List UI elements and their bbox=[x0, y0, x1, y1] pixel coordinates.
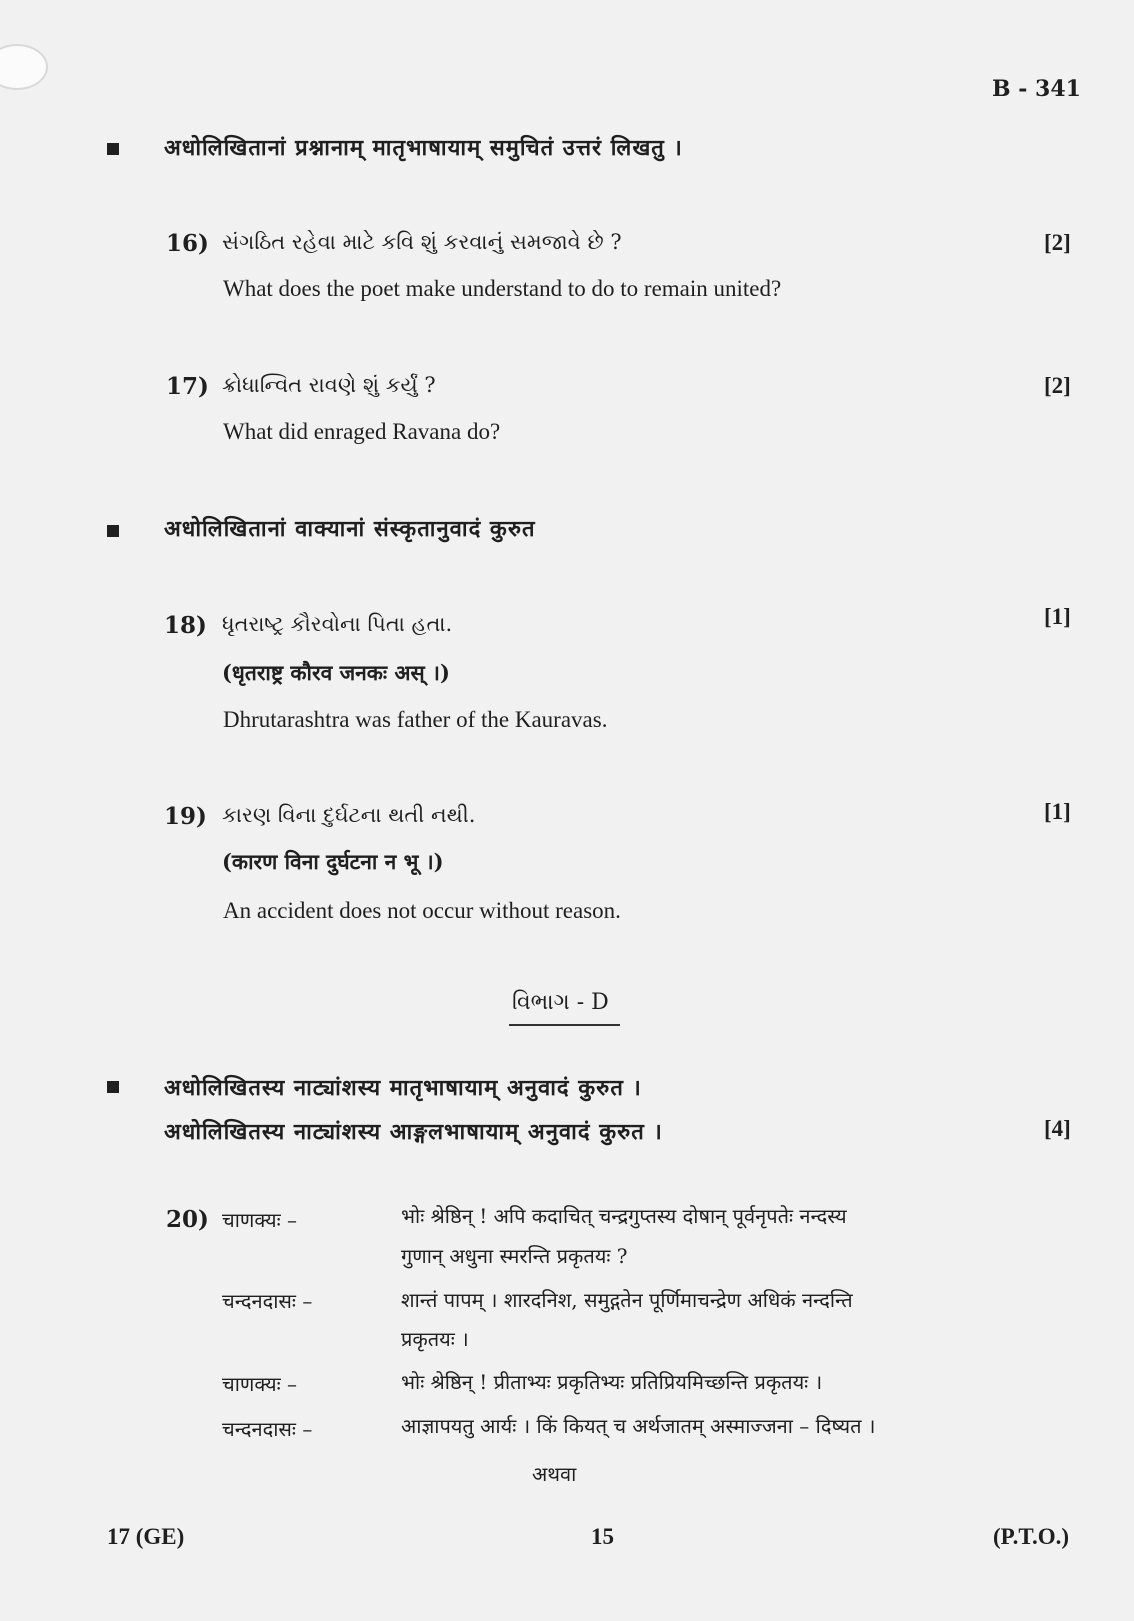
binder-hole-mark bbox=[0, 44, 48, 90]
bullet-square-icon bbox=[107, 525, 119, 537]
question-english: Dhrutarashtra was father of the Kauravas. bbox=[223, 707, 608, 732]
dialogue-line: गुणान् अधुना स्मरन्ति प्रकृतयः ? bbox=[401, 1244, 628, 1268]
question-english: An accident does not occur without reason. bbox=[223, 898, 621, 923]
pto-label: (P.T.O.) bbox=[993, 1524, 1070, 1549]
question-marks: [1] bbox=[1044, 604, 1071, 629]
section-instruction: अधोलिखितानां प्रश्नानाम् मातृभाषायाम् समुचितं उत्तरं लिखतु । bbox=[164, 135, 683, 161]
question-marks: [1] bbox=[1044, 799, 1071, 824]
dialogue-line: भोः श्रेष्ठिन् ! प्रीताभ्यः प्रकृतिभ्यः प्रतिप्रियमिच्छन्ति प्रकृतयः । bbox=[401, 1370, 823, 1394]
question-gujarati: સંગઠિત રહેવા માટે કવિ શું કરવાનું સમજાવે છે ? bbox=[222, 230, 622, 254]
section-d-instruction-2: अधोलिखितस्य नाट्यांशस्य आङ्गलभाषायाम् अनुवादं कुरुत । bbox=[164, 1119, 663, 1145]
question-gujarati: ક્રોધાન્વિત રાવણે શું કર્યું ? bbox=[222, 373, 436, 397]
question-number: 18) bbox=[164, 612, 207, 639]
question-number: 20) bbox=[166, 1206, 209, 1233]
question-number: 19) bbox=[164, 803, 207, 830]
section-instruction: अधोलिखितानां वाक्यानां संस्कृतानुवादं कुरुत bbox=[164, 516, 536, 542]
section-d-heading: વિભાગ - D bbox=[512, 990, 609, 1015]
dialogue-line: प्रकृतयः । bbox=[401, 1327, 469, 1351]
question-english: What did enraged Ravana do? bbox=[223, 419, 501, 444]
dialogue-speaker: चाणक्यः – bbox=[222, 1208, 298, 1232]
section-d-marks: [4] bbox=[1044, 1116, 1071, 1141]
question-number: 17) bbox=[166, 373, 209, 400]
dialogue-line: शान्तं पापम् । शारदनिश, समुद्गतेन पूर्णिमाचन्द्रेण अधिकं नन्दन्ति bbox=[401, 1288, 853, 1312]
or-separator: अथवा bbox=[532, 1462, 577, 1486]
question-english: What does the poet make understand to do to remain united? bbox=[223, 276, 782, 301]
question-gujarati: ધૃતરાષ્ટ્ર કૌરવોના પિતા હતા. bbox=[222, 612, 453, 636]
dialogue-line: आज्ञापयतु आर्यः । किं कियत् च अर्थजातम् अस्माज्जना – दिष्यत । bbox=[401, 1414, 876, 1438]
paper-code: B - 341 bbox=[992, 76, 1081, 102]
question-marks: [2] bbox=[1044, 373, 1071, 398]
bullet-square-icon bbox=[107, 143, 119, 155]
dialogue-speaker: चन्दनदासः – bbox=[222, 1289, 313, 1313]
bullet-square-icon bbox=[107, 1081, 119, 1093]
page-number: 15 bbox=[591, 1524, 614, 1549]
dialogue-speaker: चन्दनदासः – bbox=[222, 1417, 313, 1441]
question-gujarati: કારણ વિના દુર્ઘટના થતી નથી. bbox=[222, 803, 476, 827]
sanskrit-hint: (धृतराष्ट्र कौरव जनकः अस् ।) bbox=[222, 660, 450, 685]
heading-underline bbox=[509, 1024, 620, 1026]
dialogue-line: भोः श्रेष्ठिन् ! अपि कदाचित् चन्द्रगुप्तस्य दोषान् पूर्वनृपतेः नन्दस्य bbox=[401, 1204, 847, 1228]
dialogue-speaker: चाणक्यः – bbox=[222, 1372, 298, 1396]
question-marks: [2] bbox=[1044, 230, 1071, 255]
question-number: 16) bbox=[166, 230, 209, 257]
sanskrit-hint: (कारण विना दुर्घटना न भू ।) bbox=[222, 849, 444, 874]
footer-code: 17 (GE) bbox=[107, 1524, 185, 1549]
section-d-instruction-1: अधोलिखितस्य नाट्यांशस्य मातृभाषायाम् अनुवादं कुरुत । bbox=[164, 1075, 642, 1101]
